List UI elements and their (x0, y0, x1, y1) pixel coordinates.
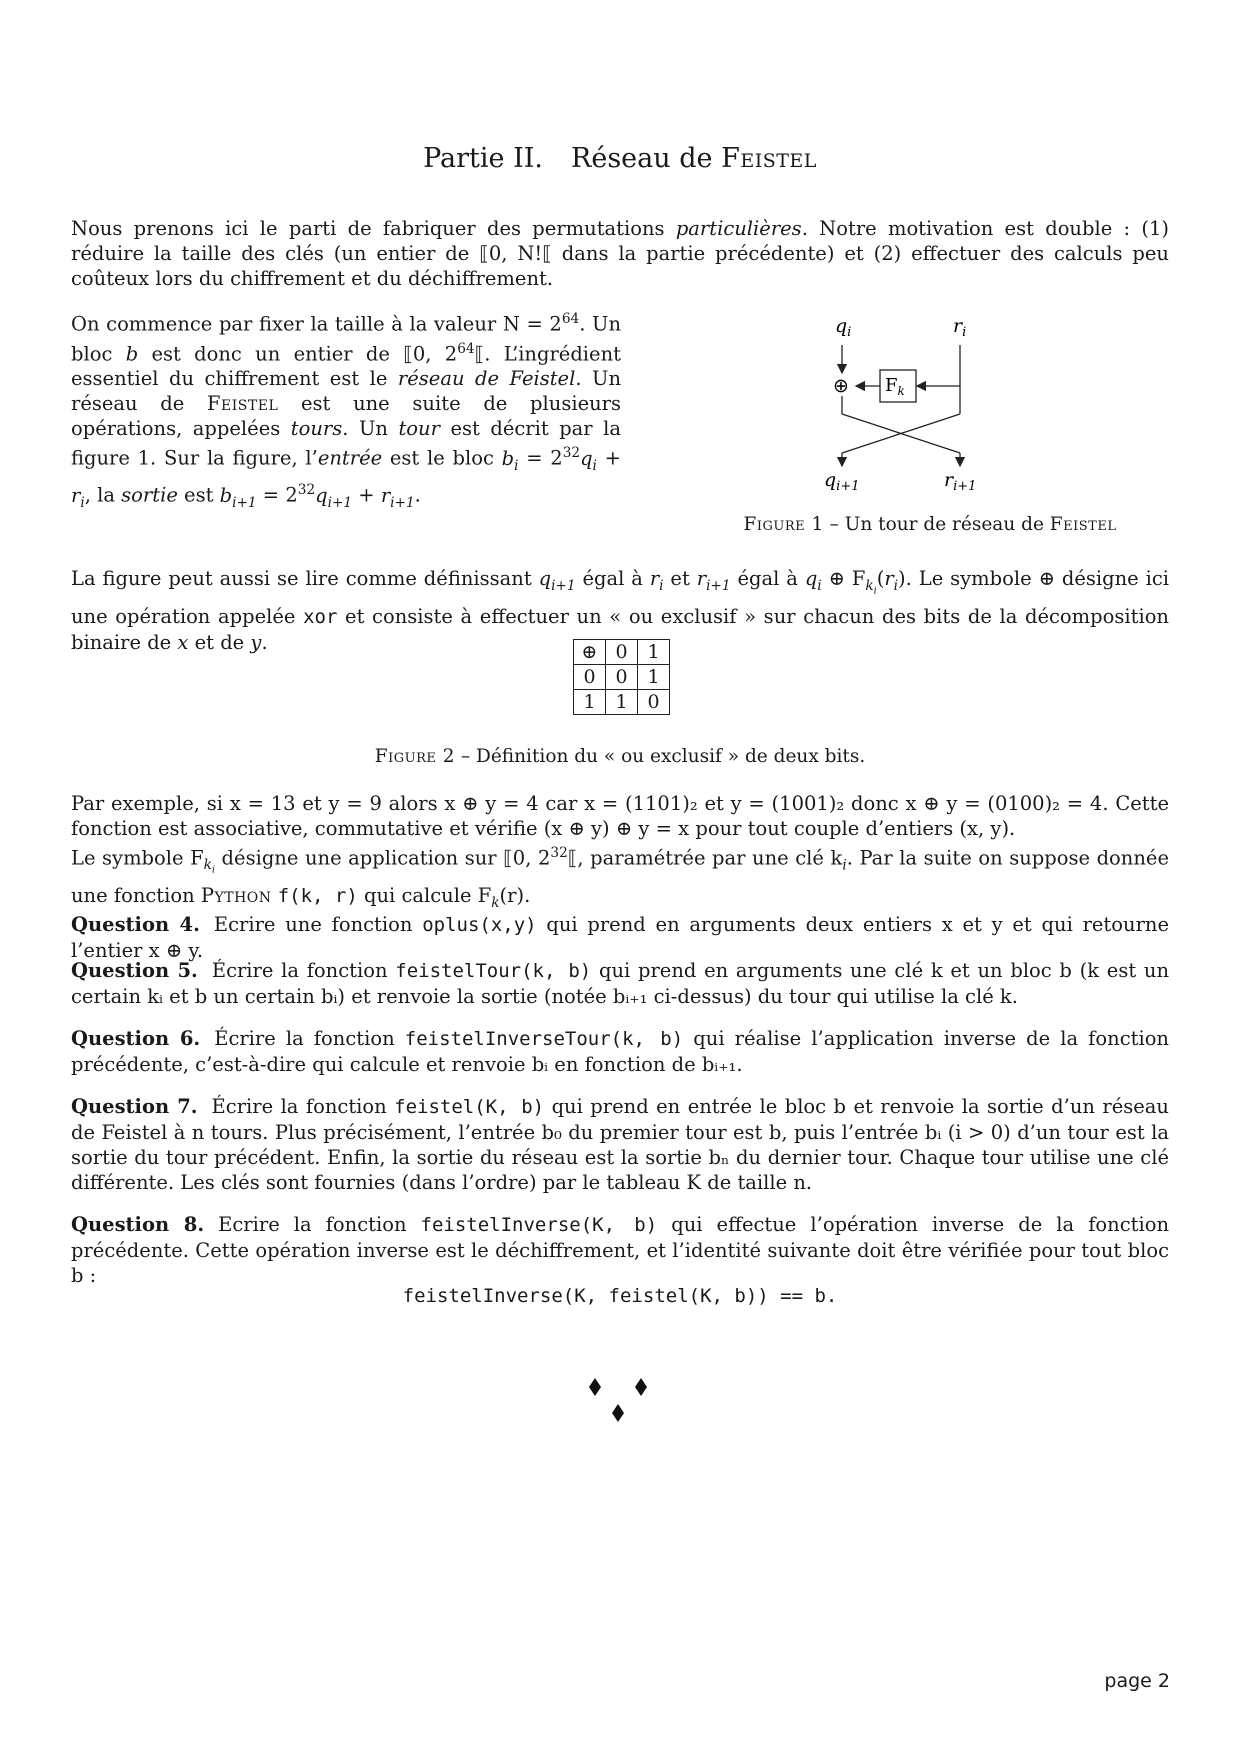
code-snippet: feistelTour(k, b) (395, 960, 592, 982)
table-header-cell: 1 (638, 640, 670, 665)
question-5: Question 5. Écrire la fonction feistelTour(k, b) qui prend en arguments une clé k et un bloc b (k est un certain kᵢ et b un certain bᵢ) et renvoie la sortie (notée bᵢ₊₁ ci-dessus) du tour qui utilise la clé k. (71, 959, 1170, 1008)
table-header-cell: 0 (606, 640, 638, 665)
table-cell: 0 (606, 665, 638, 690)
question-label: Question 6. (71, 1027, 201, 1050)
question-label: Question 4. (71, 913, 200, 936)
title-text: Réseau de (571, 143, 713, 174)
xor-truth-table (573, 639, 670, 715)
table-row (574, 690, 670, 715)
identity-code: feistelInverse(K, feistel(K, b)) == b. (402, 1285, 838, 1307)
page-number: page 2 (1104, 1670, 1170, 1692)
part-label: Partie II. (423, 143, 544, 174)
r-i1-label: $r_{i+1}$ (944, 469, 977, 490)
code-snippet: oplus(x,y) (422, 914, 537, 936)
code-snippet: feistelInverseTour(k, b) (404, 1028, 684, 1050)
r-i-label: $r_i$ (953, 315, 967, 340)
table-row (574, 640, 670, 665)
intro-paragraph: Nous prenons ici le parti de fabriquer des permutations particulières. Notre motivation est double : (1) réduire la taille des clés (un entier de ⟦0, N!⟦ dans la partie précédente) et (2) effectuer des calculs peu coûteux lors du chiffrement et du déchiffrement. (71, 217, 1169, 290)
fk-definition-text: Le symbole $F_{k_i}$ désigne une application sur ⟦0, $2^{32}⟦$, paramétrée par une clé $k_i$. Par la suite on suppose donnée une fonction Python f(k, r) qui calcule $F_k(r)$. (71, 845, 1169, 911)
question-label: Question 5. (71, 959, 198, 982)
q-i1-label: $q_{i+1}$ (824, 469, 860, 490)
question-4: Question 4. Ecrire une fonction oplus(x,y) qui prend en arguments deux entiers x et y et qui retourne l’entier x ⊕ y. (71, 913, 1169, 962)
table-cell: 1 (606, 690, 638, 715)
left-column-text: On commence par fixer la taille à la valeur $N = 2^{64}$. Un bloc b est donc un entier de ⟦0, $2^{64}⟦$. L’ingrédient essentiel du chiffrement est le réseau de Feistel. Un réseau de Feistel est une suite de plusieurs opérations, appelées tours. Un tour est décrit par la figure 1. Sur la figure, l’entrée est le bloc $b_i = 2^{32}q_i + r_i$, la sortie est $b_{i+1} = 2^{32}q_{i+1} + r_{i+1}$. (71, 311, 622, 511)
example-paragraph (71, 791, 1169, 916)
question-8: Question 8. Ecrire la fonction feistelInverse(K, b) qui effectue l’opération inverse de la fonction précédente. Cette opération inverse est le déchiffrement, et l’identité suivante doit être vérifiée pour tout bloc b : (71, 1213, 1170, 1287)
table-cell: 0 (574, 665, 606, 690)
page-title (0, 143, 1240, 174)
question-label: Question 7. (71, 1095, 198, 1118)
question-label: Question 8. (71, 1213, 205, 1236)
q-i-label: $q_i$ (835, 315, 852, 340)
section-end-diamonds-icon (580, 1378, 660, 1448)
question-7: Question 7. Écrire la fonction feistel(K, b) qui prend en entrée le bloc b et renvoie la sortie d’un réseau de Feistel à n tours. Plus précisément, l’entrée b₀ du premier tour est b, puis l’entrée bᵢ (i > 0) d’un tour est la sortie du tour précédent. Enfin, la sortie du réseau est la sortie bₙ du dernier tour. Chaque tour utilise une clé différente. Les clés sont fournies (dans l’ordre) par le tableau K de taille n. (71, 1095, 1169, 1194)
title-feistel: Feistel (721, 143, 817, 174)
table-cell: 1 (638, 665, 670, 690)
xor-paragraph: La figure peut aussi se lire comme définissant $q_{i+1}$ égal à $r_i$ et $r_{i+1}$ égal à $q_i$ ⊕ $F_{k_i}(r_i)$. Le symbole ⊕ désigne ici une opération appelée xor et consiste à effectuer un « ou exclusif » sur chacun des bits de la décomposition binaire de x et de y. (71, 567, 1169, 654)
f-ki-label: $F_k$ (885, 375, 905, 398)
table-header-cell: ⊕ (574, 640, 606, 665)
table-cell: 0 (638, 690, 670, 715)
table-cell: 1 (574, 690, 606, 715)
table-row (574, 665, 670, 690)
question-6: Question 6. Écrire la fonction feistelInverseTour(k, b) qui réalise l’application inverse de la fonction précédente, c’est-à-dire qui calcule et renvoie bᵢ en fonction de bᵢ₊₁. (71, 1027, 1169, 1076)
feistel-round-diagram (810, 310, 980, 490)
xor-node: ⊕ (833, 375, 849, 397)
example-text: Par exemple, si x = 13 et y = 9 alors x ⊕ y = 4 car x = (1101)₂ et y = (1001)₂ donc x ⊕ y = (0100)₂ = 4. Cette fonction est associative, commutative et vérifie (x ⊕ y) ⊕ y = x pour tout couple d’entiers (x, y). (71, 792, 1169, 840)
figure2-caption: Figure 2 – Définition du « ou exclusif » de deux bits. (374, 746, 866, 767)
figure1-caption: Figure 1 – Un tour de réseau de Feistel (743, 514, 1117, 535)
code-snippet: feistelInverse(K, b) (420, 1214, 658, 1236)
code-snippet: feistel(K, b) (394, 1096, 545, 1118)
